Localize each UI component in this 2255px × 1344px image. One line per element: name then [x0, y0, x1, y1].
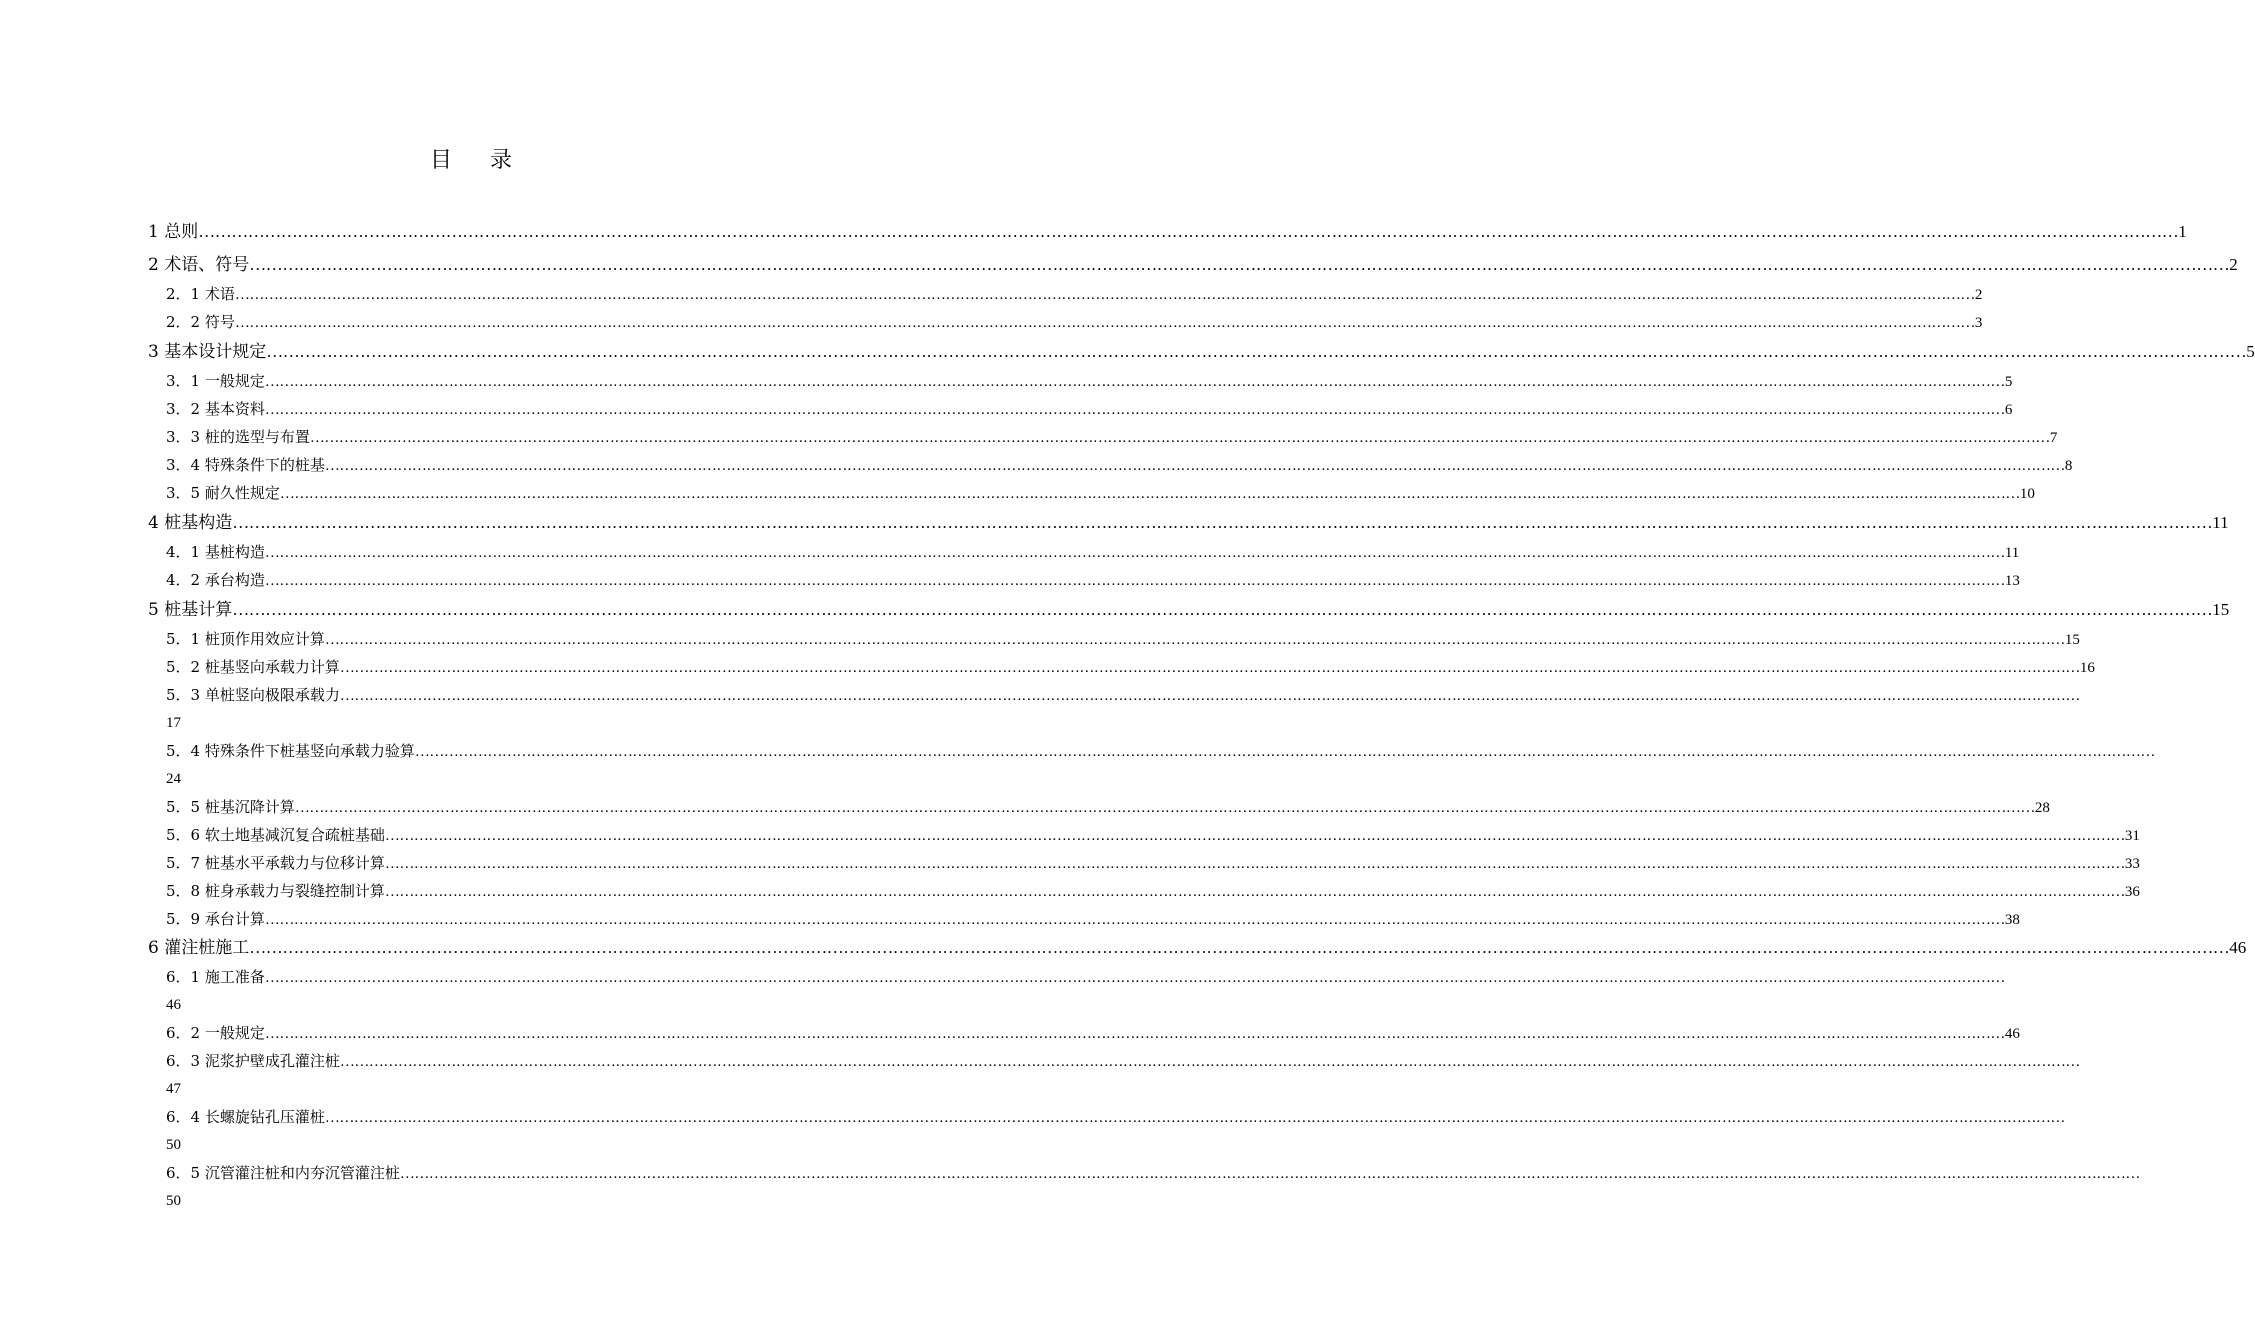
toc-entry-label: 5．7 桩基水平承载力与位移计算 — [166, 854, 385, 872]
toc-dot-leader: ……………………………………………………………………………………………………………………………………………………………………………………………………………………………………………………………………………………………………………………………… — [339, 660, 2080, 676]
toc-page-number: 2 — [2229, 255, 2238, 274]
toc-dot-leader: ……………………………………………………………………………………………………………………………………………………………………………………………………………………………………………………………………………………………………………………………… — [324, 1110, 2065, 1126]
toc-entry-label: 4．2 承台构造 — [166, 571, 265, 589]
toc-page-number: 5 — [2004, 374, 2013, 390]
toc-page-number: 24 — [166, 771, 181, 787]
toc-entry-label: 5．5 桩基沉降计算 — [166, 798, 295, 816]
toc-page-number: 28 — [2034, 800, 2050, 816]
toc-page-number: 46 — [166, 997, 181, 1013]
toc-page-number: 10 — [2019, 486, 2035, 502]
toc-entry[interactable] — [166, 542, 2020, 563]
toc-dot-leader: ……………………………………………………………………………………………………………………………………………………………………………………………………………………………………………………………………………………………………………………………… — [339, 1054, 2080, 1070]
toc-entry-label: 5．9 承台计算 — [166, 910, 265, 928]
toc-entry[interactable] — [148, 512, 2229, 534]
toc-entry[interactable] — [148, 221, 2187, 243]
toc-dot-leader: ……………………………………………………………………………………………………………………………………………………………………………………………………………………………………………………………………………………………………………………………… — [384, 828, 2125, 844]
toc-entry[interactable] — [166, 570, 2020, 591]
toc-dot-leader: ……………………………………………………………………………………………………………………………………………………………………………………………………………………………………………………………………………………………………………………………… — [234, 287, 1975, 303]
toc-page-number: 3 — [1974, 315, 1983, 331]
toc-entry-label: 3．3 桩的选型与布置 — [166, 428, 310, 446]
toc-page-number: 31 — [2124, 828, 2140, 844]
toc-dot-leader: ……………………………………………………………………………………………………………………………………………………………………………………………………………………………………………………………………………………………………………………………… — [279, 486, 2020, 502]
toc-entry[interactable] — [166, 455, 2073, 476]
toc-entry-label: 2 术语、符号 — [148, 255, 250, 275]
toc-entry-label: 1 总则 — [148, 222, 199, 242]
toc-entry-label: 6．5 沉管灌注桩和内夯沉管灌注桩 — [166, 1164, 400, 1182]
toc-dot-leader: ……………………………………………………………………………………………………………………………………………………………………………………………………………………………………………………………………………………………………………………………… — [339, 688, 2080, 704]
toc-page-number: 38 — [2004, 912, 2020, 928]
toc-dot-leader: ……………………………………………………………………………………………………………………………………………………………………………………………………………………………………………………………………………………………………………………………… — [198, 222, 2179, 241]
toc-entry-label: 2．2 符号 — [166, 313, 235, 331]
toc-entry-label: 4．1 基桩构造 — [166, 543, 265, 561]
toc-dot-leader: ……………………………………………………………………………………………………………………………………………………………………………………………………………………………………………………………………………………………………………………………… — [384, 856, 2125, 872]
toc-dot-leader: ……………………………………………………………………………………………………………………………………………………………………………………………………………………………………………………………………………………………………………………………… — [264, 970, 2005, 986]
toc-dot-leader: ……………………………………………………………………………………………………………………………………………………………………………………………………………………………………………………………………………………………………………………………… — [324, 632, 2065, 648]
toc-page-number: 13 — [2004, 573, 2020, 589]
toc-entry[interactable] — [166, 312, 1983, 333]
toc-entry-label: 6．1 施工准备 — [166, 968, 265, 986]
toc-entry[interactable] — [166, 797, 2050, 818]
toc-entry-label: 6．3 泥浆护壁成孔灌注桩 — [166, 1052, 340, 1070]
toc-entry[interactable] — [166, 629, 2080, 650]
toc-entry-label: 3．5 耐久性规定 — [166, 484, 280, 502]
toc-entry-label: 3．2 基本资料 — [166, 400, 265, 418]
toc-page-number: 46 — [2004, 1026, 2020, 1042]
toc-entry-label: 5 桩基计算 — [148, 600, 233, 620]
toc-dot-leader: ……………………………………………………………………………………………………………………………………………………………………………………………………………………………………………………………………………………………………………………………… — [264, 402, 2005, 418]
toc-entry-label: 6．4 长螺旋钻孔压灌桩 — [166, 1108, 325, 1126]
toc-entry-label: 5．8 桩身承载力与裂缝控制计算 — [166, 882, 385, 900]
toc-entry-label: 5．2 桩基竖向承载力计算 — [166, 658, 340, 676]
toc-page-number: 16 — [2079, 660, 2095, 676]
toc-entry-label: 3 基本设计规定 — [148, 342, 267, 362]
toc-entry[interactable] — [166, 1163, 2140, 1184]
toc-dot-leader: ……………………………………………………………………………………………………………………………………………………………………………………………………………………………………………………………………………………………………………………………… — [264, 545, 2005, 561]
toc-dot-leader: ……………………………………………………………………………………………………………………………………………………………………………………………………………………………………………………………………………………………………………………………… — [266, 342, 2247, 361]
toc-dot-leader: ……………………………………………………………………………………………………………………………………………………………………………………………………………………………………………………………………………………………………………………………… — [232, 600, 2213, 619]
toc-entry[interactable] — [166, 284, 1983, 305]
toc-page-number: 11 — [2004, 545, 2020, 561]
toc-entry[interactable] — [166, 967, 2005, 988]
toc-page-number: 1 — [2178, 222, 2187, 241]
toc-entry[interactable] — [148, 599, 2230, 621]
toc-entry-label: 3．1 一般规定 — [166, 372, 265, 390]
toc-entry[interactable] — [148, 254, 2238, 276]
toc-page-number: 33 — [2124, 856, 2140, 872]
toc-entry[interactable] — [166, 483, 2035, 504]
toc-page-number: 6 — [2004, 402, 2013, 418]
toc-entry[interactable] — [166, 853, 2140, 874]
toc-entry[interactable] — [166, 657, 2095, 678]
toc-page-number: 36 — [2124, 884, 2140, 900]
toc-page-number: 50 — [166, 1193, 181, 1209]
toc-entry[interactable] — [166, 881, 2140, 902]
toc-dot-leader: ……………………………………………………………………………………………………………………………………………………………………………………………………………………………………………………………………………………………………………………………… — [264, 1026, 2005, 1042]
toc-page-number: 47 — [166, 1081, 181, 1097]
toc-page-number: 15 — [2212, 600, 2230, 619]
toc-dot-leader: ……………………………………………………………………………………………………………………………………………………………………………………………………………………………………………………………………………………………………………………………… — [309, 430, 2050, 446]
toc-dot-leader: ……………………………………………………………………………………………………………………………………………………………………………………………………………………………………………………………………………………………………………………………… — [249, 938, 2230, 957]
toc-page-number: 50 — [166, 1137, 181, 1153]
toc-page-number: 5 — [2246, 342, 2255, 361]
toc-dot-leader: ……………………………………………………………………………………………………………………………………………………………………………………………………………………………………………………………………………………………………………………………… — [414, 744, 2155, 760]
toc-entry-label: 5．6 软土地基减沉复合疏桩基础 — [166, 826, 385, 844]
toc-entry-label: 5．4 特殊条件下桩基竖向承载力验算 — [166, 742, 415, 760]
toc-page-number: 8 — [2064, 458, 2073, 474]
toc-entry[interactable] — [148, 937, 2247, 959]
toc-entry-label: 4 桩基构造 — [148, 513, 233, 533]
toc-dot-leader: ……………………………………………………………………………………………………………………………………………………………………………………………………………………………………………………………………………………………………………………………… — [384, 884, 2125, 900]
toc-dot-leader: ……………………………………………………………………………………………………………………………………………………………………………………………………………………………………………………………………………………………………………………………… — [399, 1166, 2140, 1182]
toc-entry[interactable] — [166, 1023, 2020, 1044]
toc-entry[interactable] — [166, 1051, 2080, 1072]
toc-entry[interactable] — [166, 685, 2080, 706]
toc-dot-leader: ……………………………………………………………………………………………………………………………………………………………………………………………………………………………………………………………………………………………………………………………… — [264, 573, 2005, 589]
toc-entry[interactable] — [166, 741, 2155, 762]
toc-entry[interactable] — [166, 1107, 2065, 1128]
toc-dot-leader: ……………………………………………………………………………………………………………………………………………………………………………………………………………………………………………………………………………………………………………………………… — [264, 374, 2005, 390]
toc-entry-label: 5．1 桩顶作用效应计算 — [166, 630, 325, 648]
toc-entry-label: 6．2 一般规定 — [166, 1024, 265, 1042]
toc-dot-leader: ……………………………………………………………………………………………………………………………………………………………………………………………………………………………………………………………………………………………………………………………… — [234, 315, 1975, 331]
toc-entry[interactable] — [148, 341, 2255, 363]
toc-entry-label: 5．3 单桩竖向极限承载力 — [166, 686, 340, 704]
toc-dot-leader: ……………………………………………………………………………………………………………………………………………………………………………………………………………………………………………………………………………………………………………………………… — [249, 255, 2230, 274]
toc-entry-label: 2．1 术语 — [166, 285, 235, 303]
toc-page-number: 17 — [166, 715, 181, 731]
toc-page-number: 7 — [2049, 430, 2058, 446]
toc-dot-leader: ……………………………………………………………………………………………………………………………………………………………………………………………………………………………………………………………………………………………………………………………… — [232, 513, 2213, 532]
toc-dot-leader: ……………………………………………………………………………………………………………………………………………………………………………………………………………………………………………………………………………………………………………………………… — [294, 800, 2035, 816]
toc-page-number: 46 — [2229, 938, 2247, 957]
toc-page-number: 11 — [2212, 513, 2229, 532]
toc-title: 目 录 — [429, 148, 520, 173]
toc-page-number: 2 — [1974, 287, 1983, 303]
toc-page-number: 15 — [2064, 632, 2080, 648]
toc-entry[interactable] — [166, 371, 2013, 392]
toc-dot-leader: ……………………………………………………………………………………………………………………………………………………………………………………………………………………………………………………………………………………………………………………………… — [324, 458, 2065, 474]
toc-dot-leader: ……………………………………………………………………………………………………………………………………………………………………………………………………………………………………………………………………………………………………………………………… — [264, 912, 2005, 928]
toc-entry[interactable] — [166, 825, 2140, 846]
toc-entry[interactable] — [166, 909, 2020, 930]
toc-entry[interactable] — [166, 399, 2013, 420]
toc-entry-label: 6 灌注桩施工 — [148, 938, 250, 958]
toc-entry[interactable] — [166, 427, 2058, 448]
toc-entry-label: 3．4 特殊条件下的桩基 — [166, 456, 325, 474]
